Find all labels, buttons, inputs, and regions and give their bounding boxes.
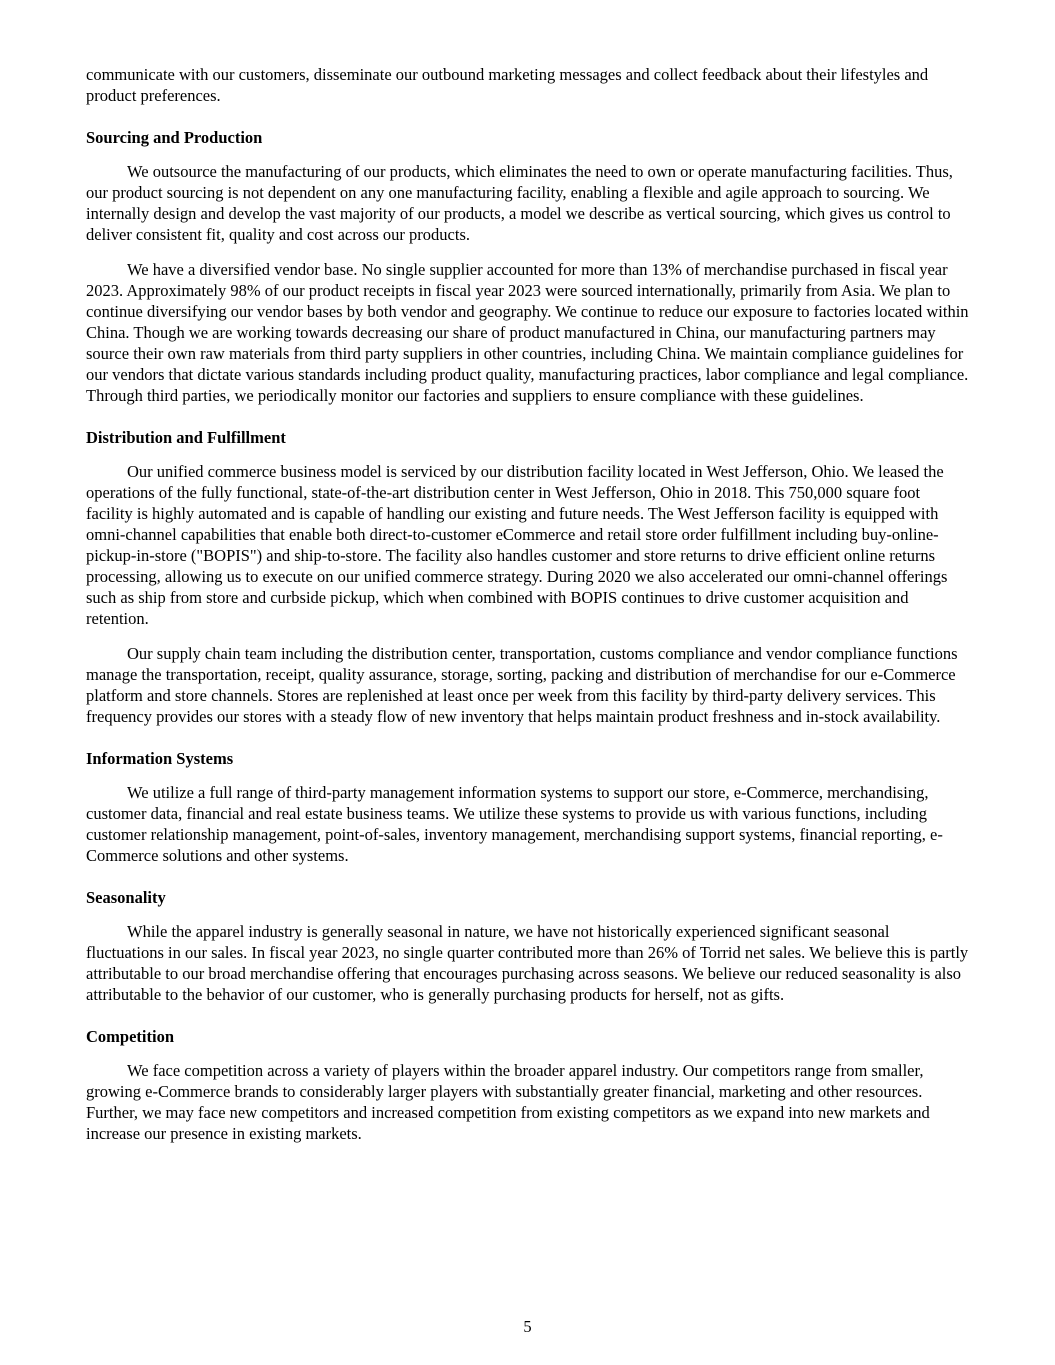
information-systems-paragraph-1: We utilize a full range of third-party management information systems to support our store, e-Commerce, merchandising, customer data, financial and real estate business teams. We utilize these systems to provide us with various functions, including customer relationship management, point-of-sales, inventory management, merchandising support systems, financial reporting, e-Commerce solutions and other systems. xyxy=(86,783,943,865)
sourcing-paragraph-2: We have a diversified vendor base. No single supplier accounted for more than 13% of merchandise purchased in fiscal year 2023. Approximately 98% of our product receipts in fiscal year 2023 were sourced internationally, primarily from Asia. We plan to continue diversifying our vendor bases by both vendor and geography. We continue to reduce our exposure to factories located within China. Though we are working towards decreasing our share of product manufactured in China, our manufacturing partners may source their own raw materials from third party suppliers in other countries, including China. We maintain compliance guidelines for our vendors that dictate various standards including product quality, manufacturing practices, labor compliance and legal compliance. Through third parties, we periodically monitor our factories and suppliers to ensure compliance with these guidelines. xyxy=(86,260,969,405)
heading-sourcing-and-production: Sourcing and Production xyxy=(86,128,263,147)
heading-information-systems: Information Systems xyxy=(86,749,234,768)
intro-continuation-paragraph: communicate with our customers, disseminate our outbound marketing messages and collect feedback about their lifestyles and product preferences. xyxy=(86,65,929,105)
heading-competition: Competition xyxy=(86,1027,174,1046)
distribution-paragraph-1: Our unified commerce business model is serviced by our distribution facility located in West Jefferson, Ohio. We leased the operations of the fully functional, state-of-the-art distribution center in West Jefferson, Ohio in 2018. This 750,000 square foot facility is highly automated and is capable of handling our existing and future needs. The West Jefferson facility is equipped with omni-channel capabilities that enable both direct-to-customer eCommerce and retail store order fulfillment including buy-online-pickup-in-store ("BOPIS") and ship-to-store. The facility also handles customer and store returns to drive efficient online returns processing, allowing us to execute on our unified commerce strategy. During 2020 we also accelerated our omni-channel offerings such as ship from store and curbside pickup, which when combined with BOPIS continues to drive customer acquisition and retention. xyxy=(86,462,948,628)
sourcing-paragraph-1: We outsource the manufacturing of our products, which eliminates the need to own or operate manufacturing facilities. Thus, our product sourcing is not dependent on any one manufacturing facility, enabling a flexible and agile approach to sourcing. We internally design and develop the vast majority of our products, a model we describe as vertical sourcing, which gives us control to deliver consistent fit, quality and cost across our products. xyxy=(86,162,953,244)
seasonality-paragraph-1: While the apparel industry is generally seasonal in nature, we have not historically experienced significant seasonal fluctuations in our sales. In fiscal year 2023, no single quarter contributed more than 26% of Torrid net sales. We believe this is partly attributable to our broad merchandise offering that encourages purchasing across seasons. We believe our reduced seasonality is also attributable to the behavior of our customer, who is generally purchasing products for herself, not as gifts. xyxy=(86,922,969,1004)
page-number: 5 xyxy=(523,1317,532,1336)
heading-distribution-and-fulfillment: Distribution and Fulfillment xyxy=(86,428,286,447)
document-body xyxy=(86,64,970,1158)
heading-seasonality: Seasonality xyxy=(86,888,166,907)
distribution-paragraph-2: Our supply chain team including the distribution center, transportation, customs compliance and vendor compliance functions manage the transportation, receipt, quality assurance, storage, sorting, packing and distribution of merchandise for our e-Commerce platform and store channels. Stores are replenished at least once per week from this facility by third-party delivery services. This frequency provides our stores with a steady flow of new inventory that helps maintain product freshness and in-stock availability. xyxy=(86,644,958,726)
competition-paragraph-1: We face competition across a variety of players within the broader apparel industry. Our competitors range from smaller, growing e-Commerce brands to considerably larger players with substantially greater financial, marketing and other resources. Further, we may face new competitors and increased competition from existing competitors as we expand into new markets and increase our presence in existing markets. xyxy=(86,1061,930,1143)
